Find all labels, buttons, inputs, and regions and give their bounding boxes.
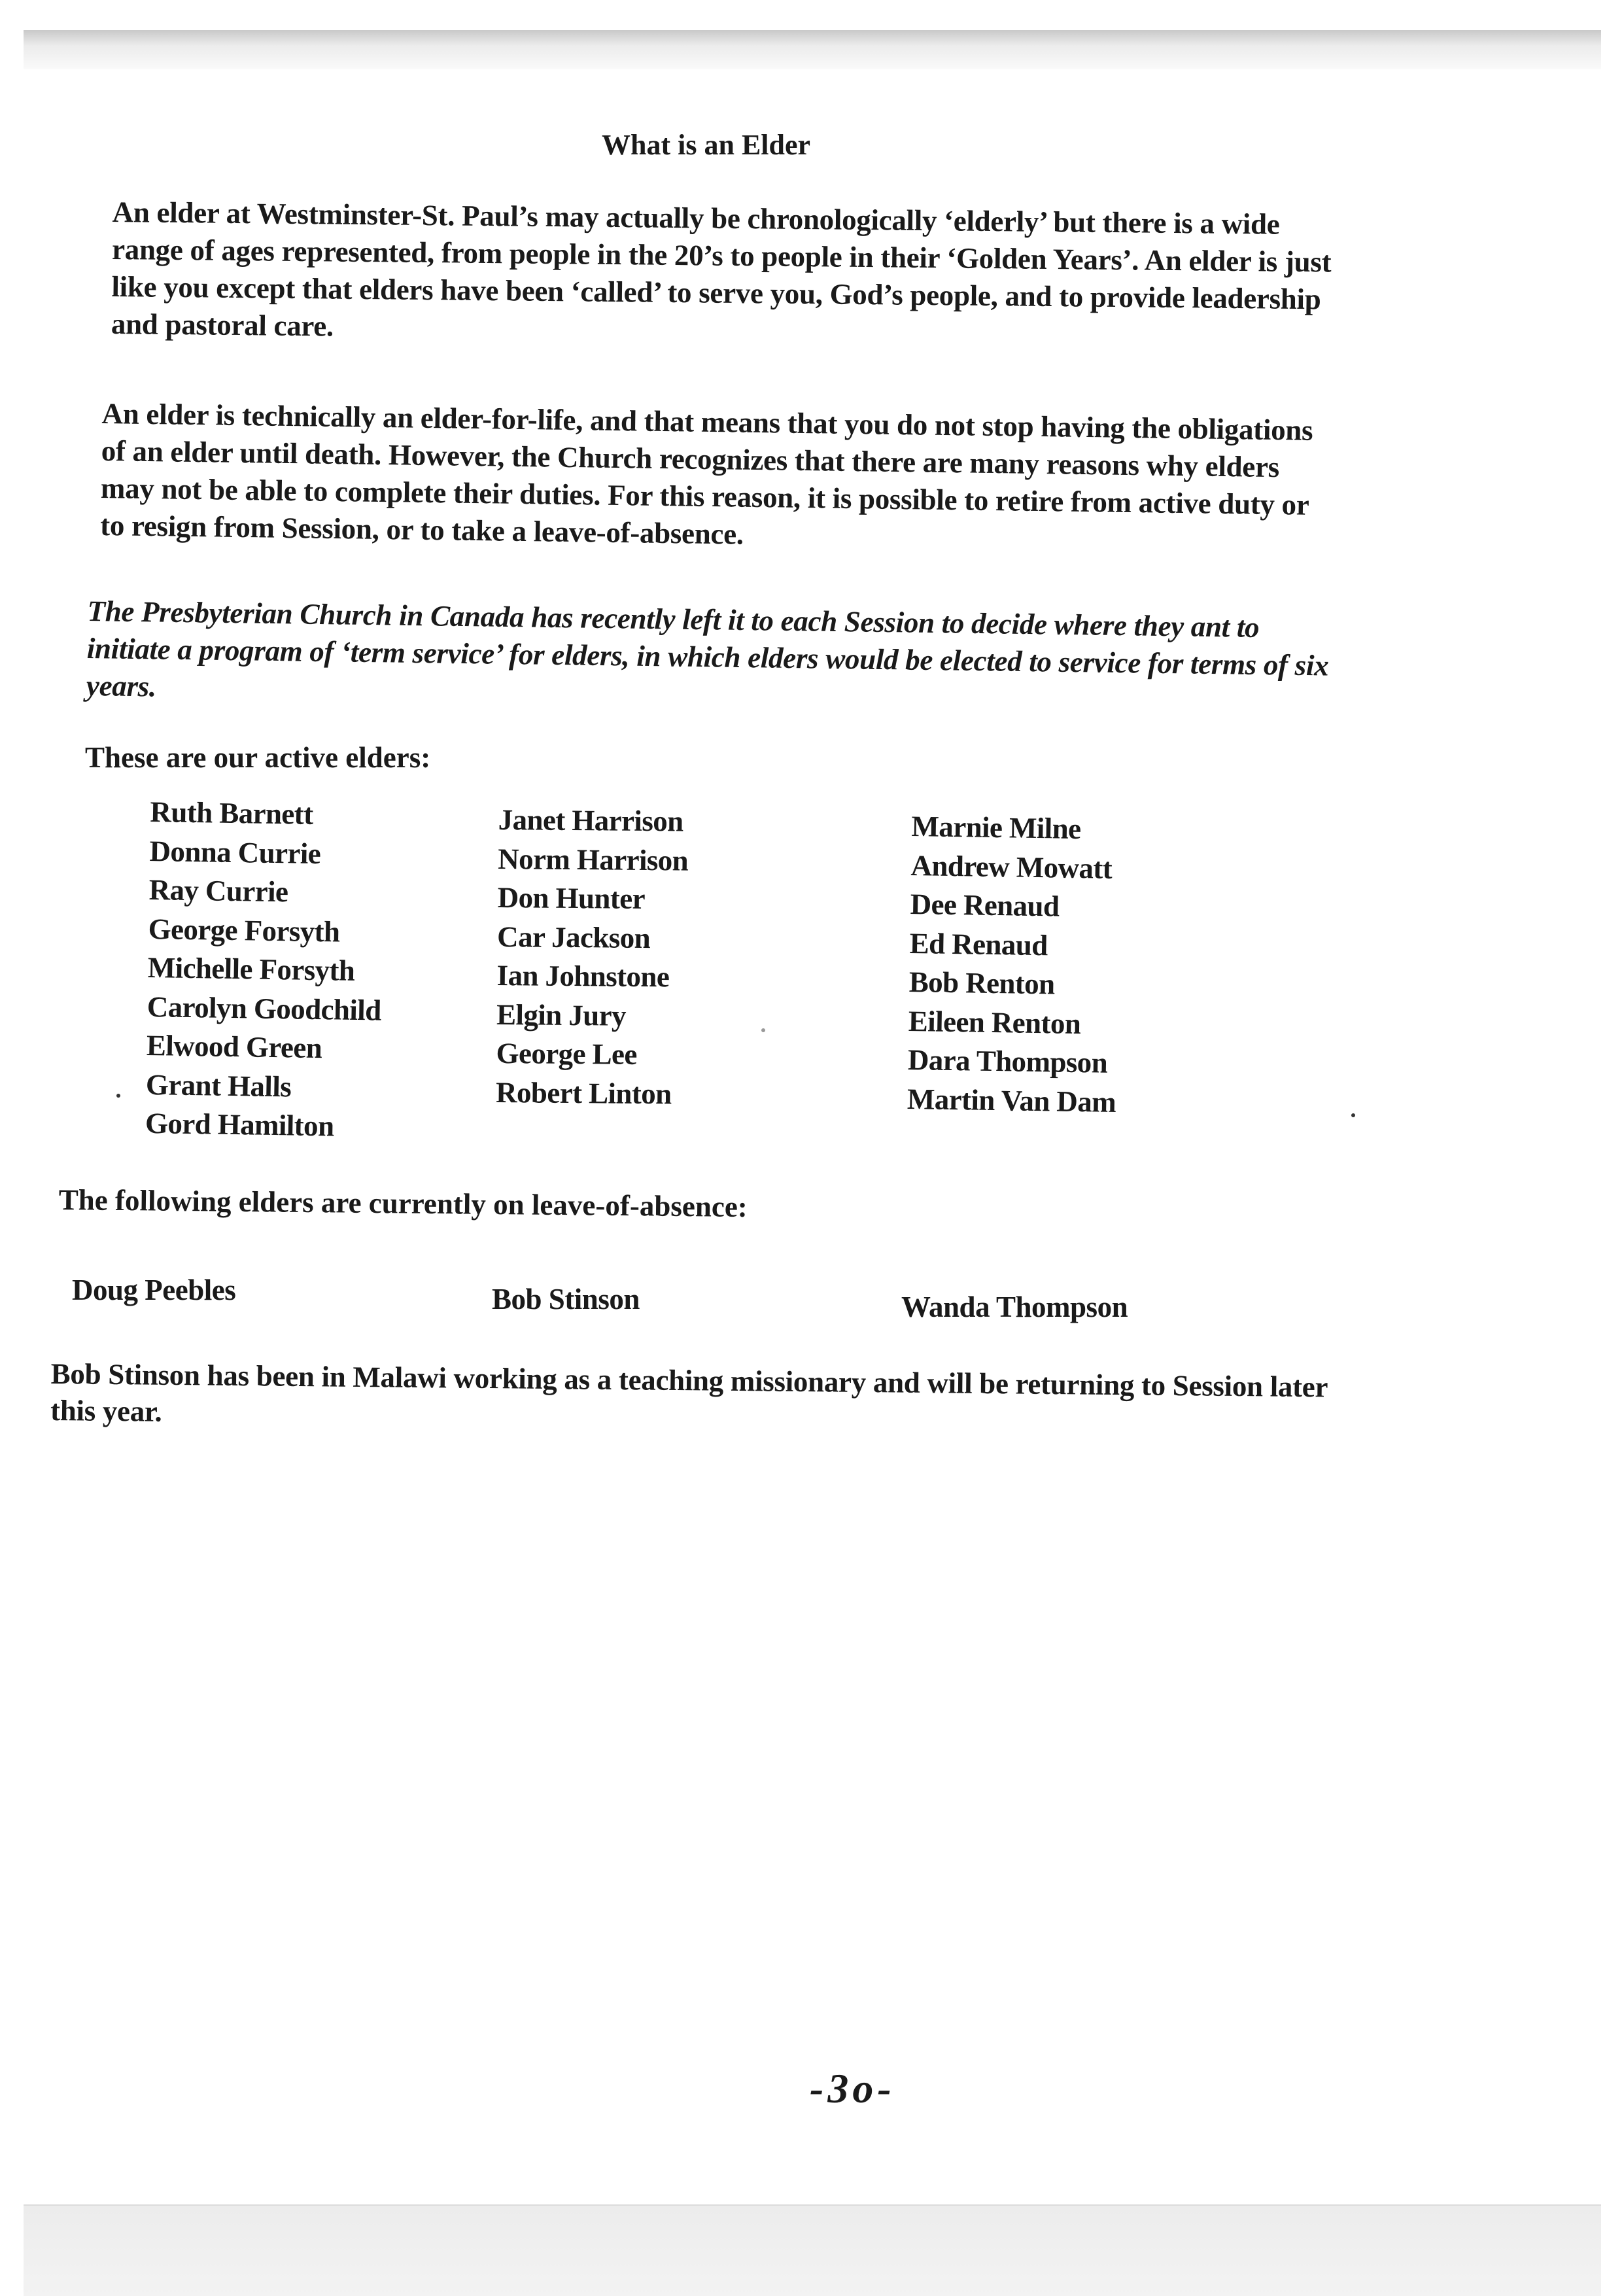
elder-name: Eileen Renton — [908, 1004, 1081, 1040]
leave-elder-name: Doug Peebles — [72, 1274, 236, 1306]
elders-column-2 — [496, 801, 689, 1114]
elder-name: Dee Renaud — [910, 887, 1060, 923]
elder-name: Martin Van Dam — [907, 1082, 1116, 1119]
elders-column-3 — [907, 807, 1121, 1122]
elder-name: Gord Hamilton — [145, 1106, 334, 1143]
elder-name: Norm Harrison — [498, 842, 689, 877]
elder-name: Janet Harrison — [498, 803, 683, 838]
scan-edge-bottom — [24, 2204, 1601, 2296]
leave-elder-name: Wanda Thompson — [901, 1291, 1128, 1323]
elder-name: Ian Johnstone — [496, 958, 670, 994]
elder-name: Elgin Jury — [496, 998, 627, 1032]
elder-name: George Lee — [496, 1036, 637, 1071]
elder-name: Car Jackson — [496, 920, 651, 954]
elder-name: Ray Currie — [148, 873, 288, 909]
scan-speck — [761, 1028, 765, 1032]
elder-name: Andrew Mowatt — [910, 848, 1113, 885]
paragraph-elder-for-life: An elder is technically an elder-for-life, and that means that you do not stop having the obligations of an elder until death. However, the Church recognizes that there are many reasons why elders may not be able to complete their duties. For this reason, it is possible to retire from active duty or to resign from Session, or to take a leave-of-absence. — [99, 396, 1313, 551]
active-elders-heading: These are our active elders: — [85, 741, 431, 774]
elder-name: Carolyn Goodchild — [147, 990, 382, 1027]
elder-name: Michelle Forsyth — [147, 950, 355, 987]
leave-elder-name: Bob Stinson — [492, 1283, 640, 1315]
elder-name: Elwood Green — [146, 1028, 322, 1065]
elder-name: Don Hunter — [497, 880, 646, 915]
leave-of-absence-heading: The following elders are currently on leave-of-absence: — [58, 1183, 748, 1224]
elder-name: Ed Renaud — [909, 926, 1048, 962]
paragraph-term-service: The Presbyterian Church in Canada has recently left it to each Session to decide where they ant to initiate a program of ‘term service’ for elders, in which elders would be elected to service for terms of six years. — [86, 594, 1329, 703]
elder-name: Bob Renton — [908, 965, 1055, 1001]
elders-column-1 — [145, 793, 385, 1147]
scan-speck — [116, 1094, 120, 1098]
paragraph-age-range: An elder at Westminster-St. Paul’s may actually be chronologically ‘elderly’ but there is a wide range of ages represented, from people in the 20’s to people in their ‘Golden Years’. An elder is just like you except that elders have been ‘called’ to serve you, God’s people, and to provide leadership and pastoral care. — [111, 195, 1332, 343]
elder-name: Grant Halls — [145, 1068, 292, 1103]
elder-name: Donna Currie — [149, 834, 321, 870]
elder-name: Marnie Milne — [911, 809, 1081, 846]
page-title: What is an Elder — [602, 129, 811, 161]
elder-name: Ruth Barnett — [150, 795, 313, 831]
elder-name: George Forsyth — [148, 912, 340, 948]
page-number: -3o- — [810, 2065, 895, 2112]
elder-name: Dara Thompson — [907, 1043, 1108, 1079]
missionary-note: Bob Stinson has been in Malawi working as a teaching missionary and will be returning to Session later this year. — [50, 1357, 1328, 1428]
elder-name: Robert Linton — [495, 1075, 672, 1110]
scan-speck — [1351, 1113, 1355, 1117]
